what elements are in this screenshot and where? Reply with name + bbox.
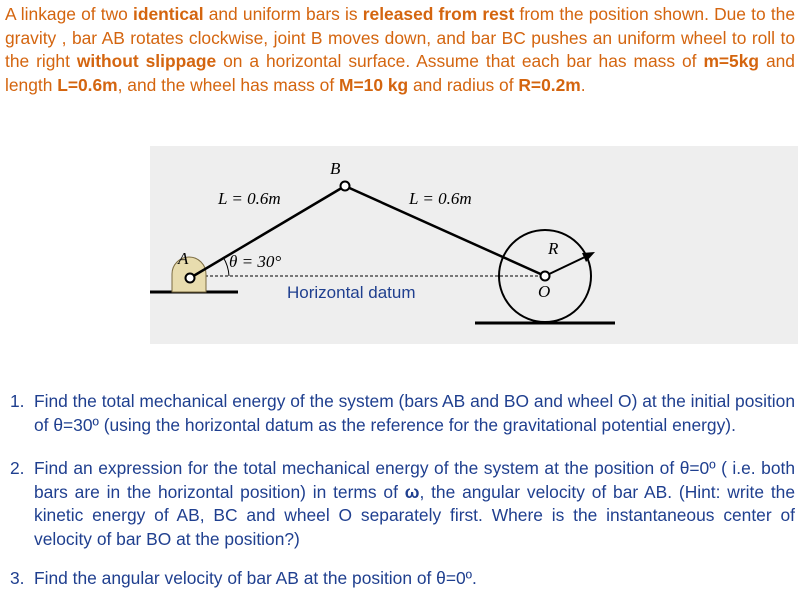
intro-text-6: , and the wheel has mass of (117, 74, 340, 95)
intro-text-4: on a horizontal surface. Assume that each bar has mass of (216, 51, 704, 71)
intro-bold-mass: m=5kg (703, 51, 760, 71)
question-1-number: 1. (10, 391, 25, 411)
intro-text-2: and uniform bars is (203, 4, 363, 24)
label-a: A (178, 249, 189, 268)
intro-bold-radius: R=0.2m (518, 74, 581, 95)
pin-b (341, 182, 350, 191)
question-1-text: Find the total mechanical energy of the system (bars AB and BO and wheel O) at the initial position of θ=30º (using the horizontal datum as the reference for the gravitational potential energy). (34, 391, 795, 435)
question-list (10, 390, 795, 591)
label-r: R (548, 239, 559, 258)
intro-text-5: and length (5, 51, 795, 95)
question-3 (10, 567, 795, 591)
question-2-number: 2. (10, 458, 25, 478)
intro-text-3: from the position shown. Due to the gravity , bar AB rotates clockwise, joint B moves down, and bar BC pushes an uniform wheel to roll to the right (5, 4, 795, 71)
question-2 (10, 457, 795, 551)
intro-text-8: . (580, 74, 586, 95)
mechanism-diagram (150, 146, 798, 344)
question-3-number: 3. (10, 568, 25, 588)
question-1 (10, 390, 795, 437)
pin-o (541, 272, 550, 281)
intro-bold-no-slip: without slippage (76, 51, 217, 71)
intro-bold-length: L=0.6m (57, 74, 118, 95)
intro-text-1: A linkage of two (5, 4, 133, 24)
label-b: B (330, 159, 341, 178)
pin-a (186, 274, 195, 283)
datum-label: Horizontal datum (287, 283, 416, 302)
question-2-omega: ω (404, 481, 420, 502)
label-l-left: L = 0.6m (218, 189, 281, 208)
problem-statement (5, 3, 795, 97)
intro-bold-identical: identical (132, 4, 204, 24)
mechanism-figure (150, 146, 798, 344)
question-2-text-1: Find an expression for the total mechanical energy of the system at the position of θ=0º ( i.e. both bars are in the horizontal position) in terms of (34, 458, 795, 502)
radius-line (545, 256, 587, 276)
label-o: O (538, 282, 551, 301)
label-l-right: L = 0.6m (409, 189, 472, 208)
label-theta: θ = 30° (229, 252, 282, 271)
intro-bold-released: released from rest (362, 4, 515, 24)
intro-text-7: and radius of (408, 74, 519, 95)
question-2-text-2: , the angular velocity of bar AB. (Hint: write the kinetic energy of AB, BC and wheel O separately first. Where is the instantaneous center of velocity of bar BO at the position?) (34, 481, 795, 549)
intro-bold-wheel-mass: M=10 kg (339, 74, 409, 95)
question-3-text: Find the angular velocity of bar AB at the position of θ=0º. (34, 568, 477, 588)
